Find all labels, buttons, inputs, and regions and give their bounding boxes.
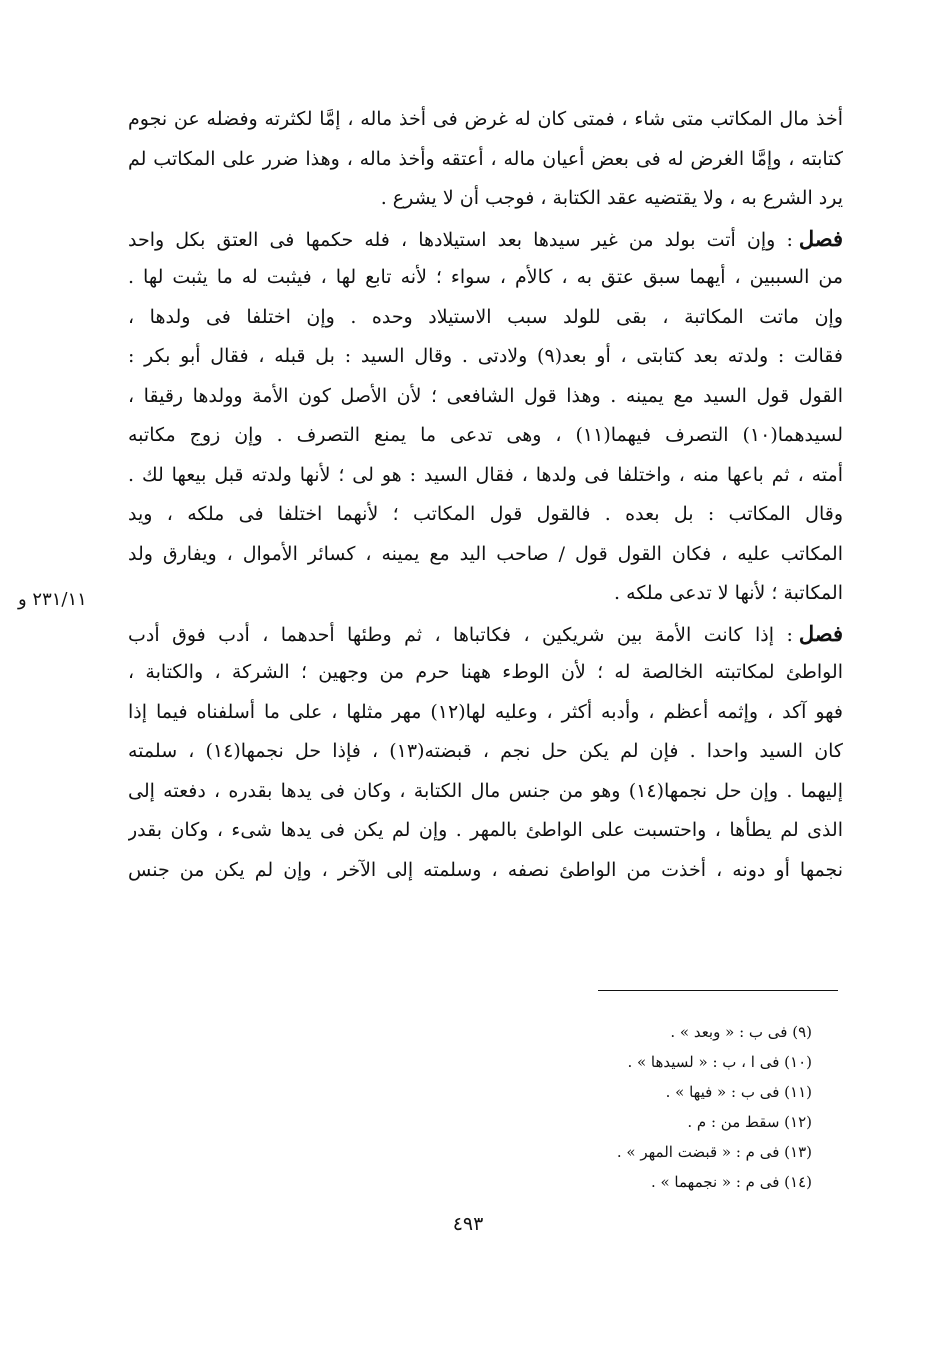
section-heading: فصل	[798, 620, 843, 646]
text-line: وقال المكاتب : بل بعده . فالقول قول المكاتب ؛ لأنهما اختلفا فى ملكه ، ويد	[128, 503, 843, 525]
text-line: إذا كانت الأمة بين شريكين ، فكاتباها ، ثم وطئها أحدهما ، أدب فوق أدب	[128, 623, 774, 646]
text-line: أمته ، ثم باعها منه ، واختلفا فى ولدها ، فقال السيد : هو لى ؛ لأنها ولدته قبل بيعها لك .	[128, 463, 843, 486]
text-line: كتابته ، وإمَّا الغرض له فى بعض أعيان ماله ، أعتقه وأخذ ماله ، وهذا ضرر على المكاتب لم	[128, 147, 843, 170]
text-line: إليهما . وإن حل نجمها(١٤) وهو من جنس مال الكتابة ، وكان فى يدها بقدره ، دفعته إلى	[128, 779, 843, 802]
text-line: القول قول السيد مع يمينه . وهذا قول الشافعى ؛ لأن الأصل كون الأمة وولدها رقيقا ،	[128, 384, 843, 407]
text-line: المكاتبة ؛ لأنها لا تدعى ملكه .	[614, 582, 843, 604]
footnote: (١١) فى ب : « فيها » .	[665, 1083, 812, 1101]
text-line: نجمها أو دونه ، أخذت من الواطئ نصفه ، وسلمته إلى الآخر ، وإن لم يكن من جنس	[128, 858, 843, 881]
section-colon: :	[786, 623, 793, 646]
text-line: فهو آكد ، وإثمه أعظم ، وأدبه أكثر ، وعليه لها(١٢) مهر مثلها ، على ما أسلفناه فيما إذا	[128, 700, 843, 723]
text-line: وإن أتت بولد من غير سيدها بعد استيلادها ، فله حكمها فى العتق بكل واحد	[128, 228, 776, 251]
footnote: (٩) فى ب : « وبعد » .	[670, 1023, 812, 1041]
footnotes	[480, 1017, 812, 1197]
footnote: (١٤) فى م : « نجمهما » .	[650, 1173, 812, 1191]
page-number: ٤٩٣	[452, 1213, 484, 1235]
margin-manuscript-reference: ٢٣١/١١ و	[18, 589, 87, 610]
section-heading: فصل	[798, 225, 843, 251]
footnote: (١٣) فى م : « قبضت المهر » .	[616, 1143, 812, 1161]
text-line: الذى لم يطأها ، واحتسبت على الواطئ بالمهر . وإن لم يكن فى يدها شىء ، وكان بقدر	[128, 819, 843, 841]
main-text	[128, 100, 843, 890]
footnote-separator	[598, 990, 838, 991]
text-line: المكاتب عليه ، فكان القول قول / صاحب اليد مع يمينه ، كسائر الأموال ، ويفارق ولد	[128, 542, 843, 565]
text-line: الواطئ لمكاتبته الخالصة له ؛ لأن الوطء ههنا حرم من وجهين ؛ الشركة ، والكتابة ،	[128, 661, 843, 683]
text-line: يرد الشرع به ، ولا يقتضيه عقد الكتابة ، فوجب أن لا يشرع .	[380, 187, 843, 209]
text-line: وإن ماتت المكاتبة ، بقى للولد سبب الاستيلاد وحده . وإن اختلفا فى ولدها ،	[128, 305, 843, 328]
text-line: لسيدهما(١٠) التصرف فيهما(١١) ، وهى تدعى ما يمنع التصرف . وإن زوج مكاتبه	[128, 424, 843, 446]
section-line	[128, 614, 843, 654]
text-line: من السببين ، أيهما سبق عتق به ، كالأم ، سواء ؛ لأنه تابع لها ، فيثبت له ما يثبت لها .	[128, 266, 843, 288]
footnote: (١٢) سقط من : م .	[687, 1113, 812, 1131]
text-line: كان السيد واحدا . فإن لم يكن حل نجم ، قبضته(١٣) ، فإذا حل نجمها(١٤) ، سلمته	[128, 740, 843, 762]
section-colon: :	[786, 228, 793, 251]
section-line	[128, 219, 843, 259]
text-line: أخذ مال المكاتب متى شاء ، فمتى كان له غرض فى أخذ ماله ، إمَّا لكثرته وفضله عن نجوم	[128, 108, 843, 130]
text-line: فقالت : ولدته بعد كتابتى ، أو بعد(٩) ولادتى . وقال السيد : بل قبله ، فقال أبو بكر :	[128, 345, 843, 367]
footnote: (١٠) فى ا ، ب : « لسيدها » .	[627, 1053, 812, 1071]
